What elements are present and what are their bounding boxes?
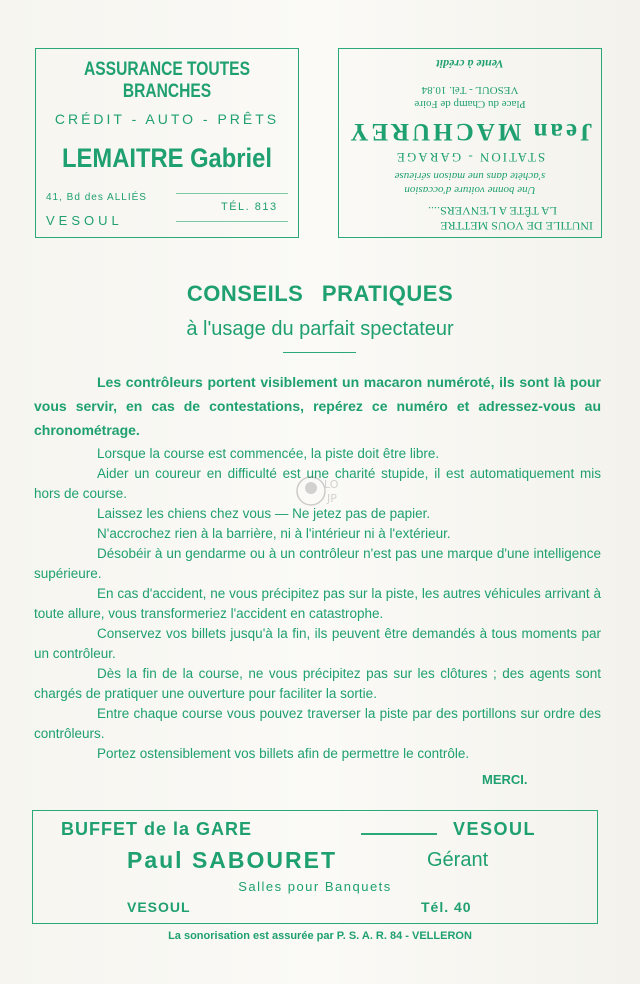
ad-left-divider: [176, 221, 288, 222]
footer-credit: La sonorisation est assurée par P. S. A. R. 84 - VELLERON: [168, 930, 472, 942]
ad-right-line4: s'achète dans une maison sérieuse: [394, 170, 546, 182]
upside-down-content: [339, 49, 601, 237]
closing-thanks: MERCI.: [482, 772, 528, 787]
ad-right-line2: LA TÊTE A L'ENVERS....: [428, 204, 557, 218]
ad-bottom-city: VESOUL: [127, 899, 191, 915]
page-subtitle: à l'usage du parfait spectateur: [186, 318, 454, 340]
ad-right-tagline: [339, 169, 601, 197]
ad-left-address: 41, Bd des ALLIÉS: [46, 192, 147, 203]
advice-paragraph: N'accrochez rien à la barrière, ni à l'intérieur ni à l'extérieur.: [97, 526, 451, 541]
advice-paragraph: Portez ostensiblement vos billets afin de permettre le contrôle.: [97, 746, 470, 761]
advice-text: [34, 370, 601, 764]
title-underline: [283, 352, 356, 353]
advice-paragraph: Dès la fin de la course, ne vous précipitez pas sur les clôtures ; des agents sont chargés de pratiquer une ouverture pour faciliter la sortie.: [34, 666, 601, 701]
ad-right-name: Jean MACHUREY: [347, 118, 593, 145]
ad-right-header: [428, 203, 593, 233]
ad-right-line8: VESOUL - Tél. 10.84: [421, 84, 519, 96]
advertisement-buffet: [32, 810, 598, 924]
advertisement-machurey: [338, 48, 602, 238]
advice-paragraph: Laissez les chiens chez vous — Ne jetez pas de papier.: [97, 506, 431, 521]
ad-left-line2: CRÉDIT - AUTO - PRÊTS: [54, 111, 280, 127]
ad-right-address: [339, 83, 601, 111]
ad-bottom-dash: [361, 833, 437, 835]
ad-left-phone: TÉL. 813: [221, 201, 278, 213]
advice-paragraph: Désobéir à un gendarme ou à un contrôleur n'est pas une marque d'une intelligence supérieure.: [34, 546, 601, 581]
ad-bottom-role: Gérant: [427, 849, 489, 871]
page-title: CONSEILS PRATIQUES: [186, 281, 454, 306]
advice-paragraph: Aider un coureur en difficulté est une charité stupide, il est automatiquement mis hors de course.: [34, 466, 601, 501]
ad-bottom-phone: Tél. 40: [421, 899, 472, 915]
ad-right-line3: Une bonne voiture d'occasion: [404, 184, 536, 196]
stamp-text: LO: [324, 478, 339, 491]
ad-right-line7: Place du Champ de Foire: [414, 98, 526, 110]
svg-text:JP: JP: [327, 492, 337, 505]
advice-paragraph: Entre chaque course vous pouvez traverser la piste par des portillons sur ordre des contrôleurs.: [34, 706, 601, 741]
ad-bottom-name: Paul SABOURET: [127, 847, 338, 873]
ad-right-line9: Vente à crédit: [436, 57, 504, 71]
advice-paragraph: Lorsque la course est commencée, la piste doit être libre.: [97, 446, 440, 461]
ad-bottom-title: BUFFET de la GARE: [61, 819, 253, 839]
advertisement-lemaitre: [35, 48, 299, 238]
ad-left-divider: [176, 193, 288, 194]
ad-right-line1: INUTILE DE VOUS METTRE: [440, 219, 593, 233]
ad-bottom-town: VESOUL: [453, 819, 537, 839]
advice-paragraph: Conservez vos billets jusqu'à la fin, ils peuvent être demandés à tous moments par un contrôleur.: [34, 626, 601, 661]
library-stamp-logo: [294, 474, 346, 508]
ad-left-line1: ASSURANCE TOUTES BRANCHES: [84, 59, 250, 102]
ad-left-name: LEMAITRE Gabriel: [62, 143, 272, 173]
ad-left-city: VESOUL: [46, 213, 123, 228]
ad-bottom-line3: Salles pour Banquets: [238, 879, 392, 894]
ad-right-line5: STATION - GARAGE: [394, 150, 546, 165]
intro-paragraph: Les contrôleurs portent visiblement un macaron numéroté, ils sont là pour vous servir, en cas de contestations, repérez ce numéro et adressez-vous au chronométrage.: [34, 374, 601, 438]
advice-paragraph: En cas d'accident, ne vous précipitez pas sur la piste, les autres véhicules arrivant à toute allure, vous transformeriez l'accident en catastrophe.: [34, 586, 601, 621]
